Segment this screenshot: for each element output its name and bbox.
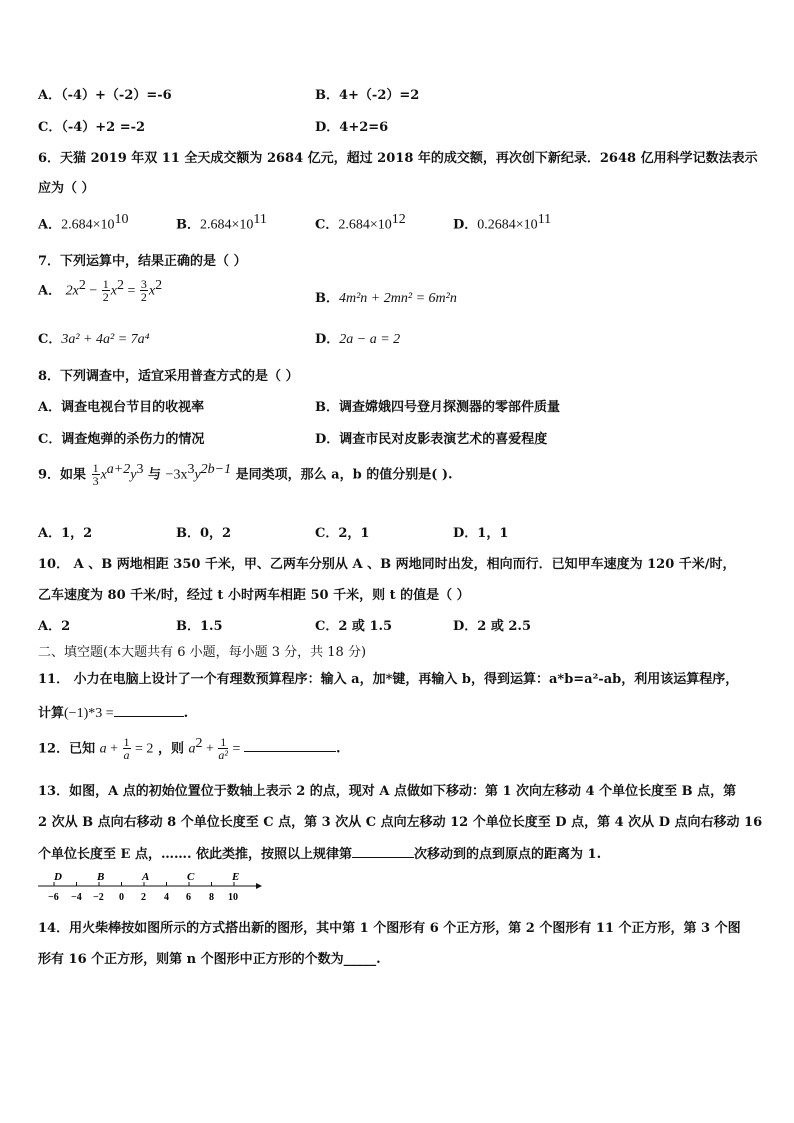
number-line-figure — [38, 870, 268, 904]
q8-option-a: A．调查电视台节目的收视率 — [38, 400, 205, 415]
q14-stem-line1: 14．用火柴棒按如图所示的方式搭出新的图形，其中第 1 个图形有 6 个正方形，第 2 个图形有 11 个正方形，第 3 个图 — [38, 921, 741, 936]
nl-letter-c: C — [187, 871, 195, 883]
q6-option-c: C．$2.684\times 10^{12}$ — [315, 212, 406, 233]
q10-stem-line2: 乙车速度为 80 千米/时，经过 t 小时两车相距 50 千米，则 t 的值是（ ） — [38, 588, 470, 603]
nl-tick-label: 4 — [164, 892, 169, 903]
q5-option-c: C．（-4）+2 =-2 — [38, 120, 146, 135]
nl-letter-d: D — [54, 871, 62, 883]
q9-stem: 9．如果 $\frac{1}{3}$ $x^{a+2}y^3$ 与 $-3x^3y^{2b-1}$ 是同类项，那么 a，b 的值分别是( ). — [38, 461, 453, 489]
q5-option-b: B．4+（-2）=2 — [315, 88, 420, 103]
q7-option-d: D．2a − a = 2 — [315, 332, 401, 347]
q10-stem-line1: 10． A 、B 两地相距 350 千米，甲、乙两车分别从 A 、B 两地同时出发，相向而行．已知甲车速度为 120 千米/时， — [38, 557, 736, 572]
q8-option-b: B．调查嫦娥四号登月探测器的零部件质量 — [315, 400, 560, 415]
q7-stem: 7．下列运算中，结果正确的是（ ） — [38, 254, 247, 269]
q7-option-a: A． $2x^2$ − $\frac{1}{2}$ $x^2$ = $\frac{3}{2}$ $x^2$ — [38, 277, 163, 305]
q10-option-d: D．2 或 2.5 — [453, 619, 531, 634]
section-heading-fill-in: 二、填空题(本大题共有 6 小题，每小题 3 分，共 18 分) — [38, 645, 367, 660]
q6-option-a: A．$2.684\times 10^{10}$ — [38, 212, 129, 233]
q8-option-c: C．调查炮弹的杀伤力的情况 — [38, 432, 205, 447]
q13-stem-line1: 13．如图，A 点的初始位置位于数轴上表示 2 的点，现对 A 点做如下移动：第 1 次向左移动 4 个单位长度至 B 点，第 — [38, 784, 737, 799]
number-line-svg — [38, 870, 268, 904]
q6-stem-line2: 应为（ ） — [38, 181, 95, 196]
q13-stem-line3: 个单位长度至 E 点，……. 依此类推，按照以上规律第 次移动到的点到原点的距离为 1. — [38, 847, 602, 862]
nl-letter-e: E — [232, 871, 240, 883]
q7-option-b: B．4m²n + 2mn² = 6m²n — [315, 291, 457, 306]
q6-option-d: D．$0.2684\times 10^{11}$ — [453, 212, 552, 233]
q8-stem: 8．下列调查中，适宜采用普查方式的是（ ） — [38, 369, 299, 384]
q10-option-a: A．2 — [38, 619, 71, 634]
q11-stem-line1: 11． 小力在电脑上设计了一个有理数预算程序：输入 a，加*键，再输入 b，得到运算：a*b=a²-ab，利用该运算程序， — [38, 672, 739, 687]
q5-option-d: D．4+2=6 — [315, 120, 389, 135]
q5-option-a: A．（-4）+（-2）=-6 — [38, 88, 172, 103]
q9-option-a: A．1，2 — [38, 526, 93, 541]
nl-letter-b: B — [97, 871, 105, 883]
nl-tick-label: 6 — [186, 892, 191, 903]
nl-tick-label: 8 — [209, 892, 214, 903]
q9-option-d: D．1，1 — [453, 526, 509, 541]
q10-option-b: B．1.5 — [176, 619, 223, 634]
q13-stem-line2: 2 次从 B 点向右移动 8 个单位长度至 C 点，第 3 次从 C 点向左移动 12 个单位长度至 D 点，第 4 次从 D 点向右移动 16 — [38, 815, 763, 830]
q11-stem-line2: 计算(−1)*3 = . — [38, 706, 189, 721]
q9-option-c: C．2，1 — [315, 526, 370, 541]
q6-option-b: B．$2.684\times 10^{11}$ — [176, 212, 267, 233]
nl-tick-label: 0 — [119, 892, 124, 903]
q10-option-c: C．2 或 1.5 — [315, 619, 393, 634]
nl-tick-label: −6 — [48, 892, 59, 903]
q9-option-b: B．0，2 — [176, 526, 232, 541]
q14-stem-line2: 形有 16 个正方形，则第 n 个图形中正方形的个数为_____. — [38, 952, 381, 967]
nl-letter-a: A — [142, 871, 150, 883]
nl-tick-label: −4 — [71, 892, 82, 903]
q8-option-d: D．调查市民对皮影表演艺术的喜爱程度 — [315, 432, 548, 447]
q6-stem-line1: 6．天猫 2019 年双 11 全天成交额为 2684 亿元，超过 2018 年的成交额，再次创下新纪录．2648 亿用科学记数法表示 — [38, 151, 758, 166]
nl-tick-label: −2 — [93, 892, 104, 903]
nl-tick-label: 10 — [228, 892, 238, 903]
nl-tick-label: 2 — [141, 892, 146, 903]
q12-stem: 12．已知 a + $\frac{1}{a}$ = 2 ，则 $a^2$ + $\frac{1}{\text{a²}}$ = . — [38, 735, 341, 763]
q7-option-c: C．3a² + 4a² = 7a⁴ — [38, 332, 150, 347]
